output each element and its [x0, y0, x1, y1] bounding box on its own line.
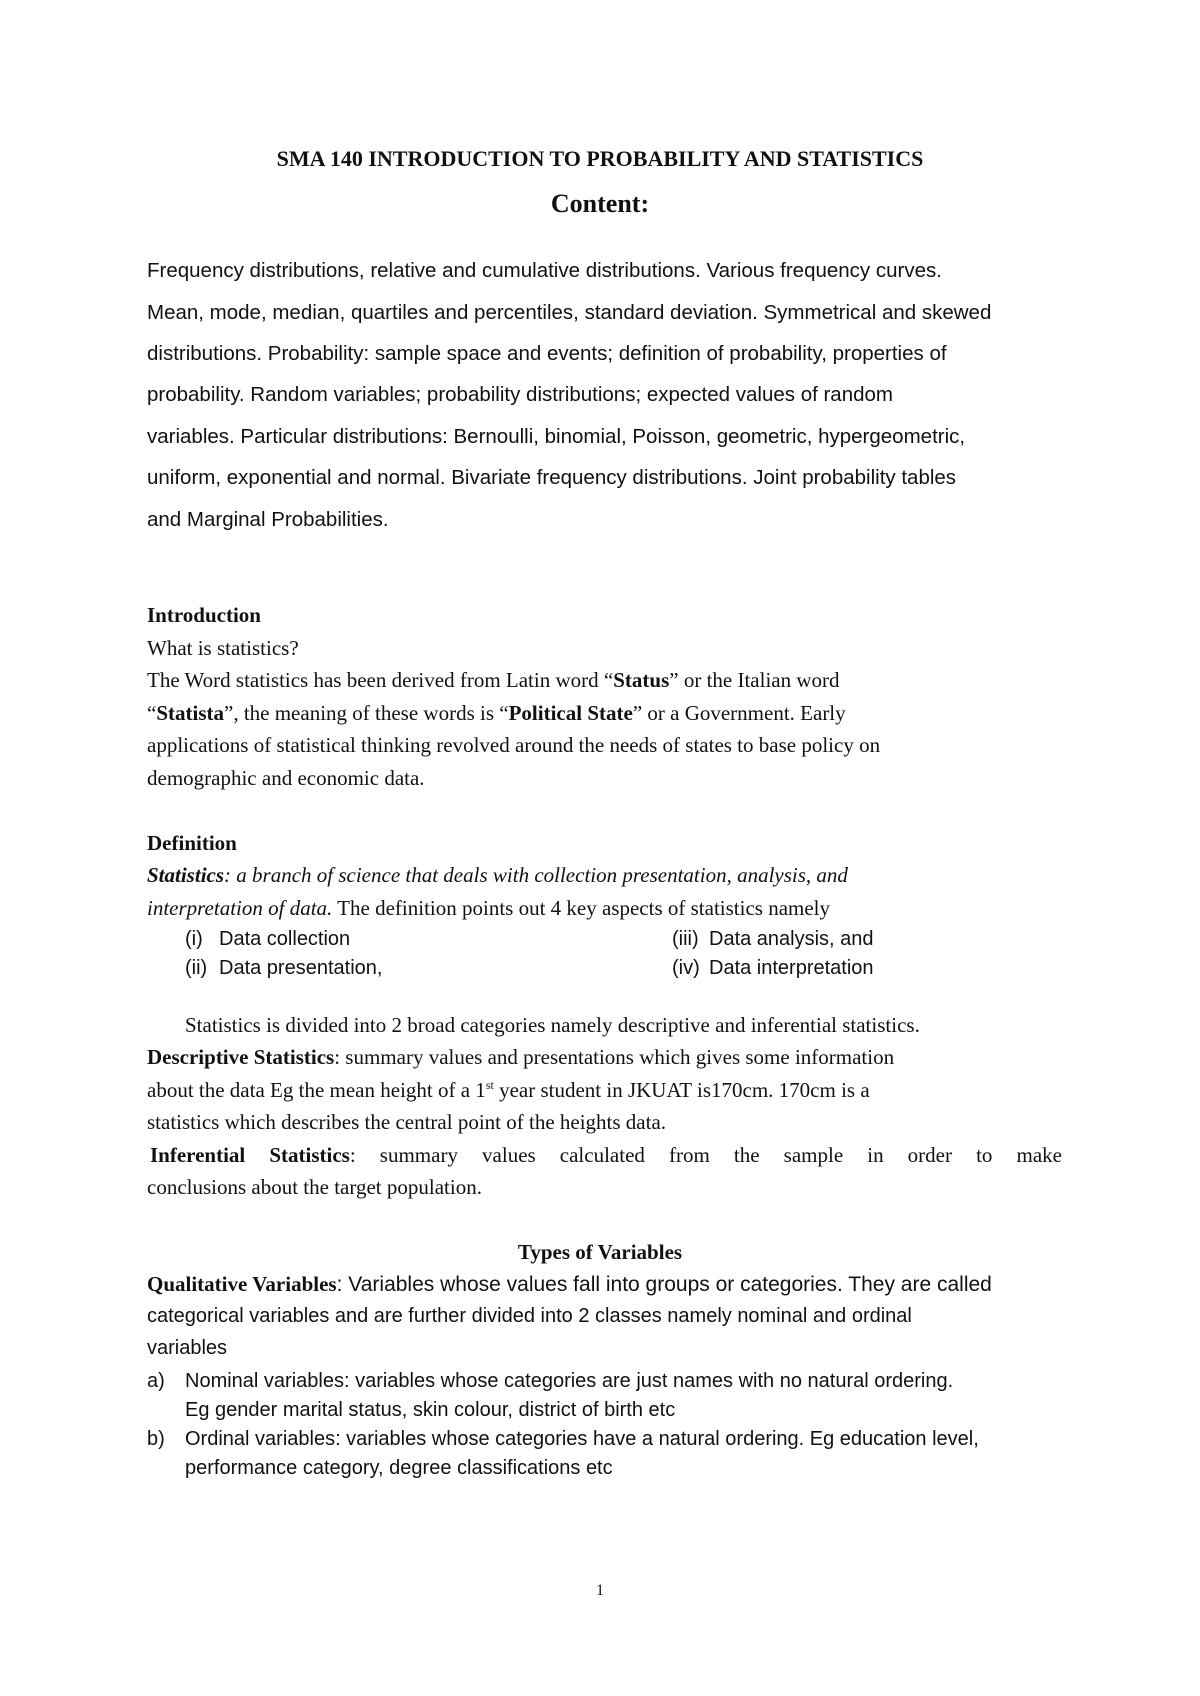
list-item: Ordinal variables: variables whose categories have a natural ordering. Eg education level,: [185, 1428, 979, 1450]
introduction-heading: Introduction: [147, 603, 261, 627]
content-line: and Marginal Probabilities.: [147, 508, 389, 531]
definition-line: Statistics: a branch of science that deals with collection presentation, analysis, and: [147, 863, 848, 887]
list-item-label: b): [147, 1428, 165, 1450]
content-heading: Content:: [550, 189, 650, 218]
aspect-label: (iv): [672, 957, 700, 979]
aspect-label: (ii): [185, 957, 208, 979]
introduction-line: applications of statistical thinking revolved around the needs of states to base policy on: [147, 733, 881, 757]
list-item-label: a): [147, 1370, 165, 1392]
types-heading: Types of Variables: [517, 1240, 683, 1264]
inferential-line: conclusions about the target population.: [147, 1175, 482, 1199]
definition-line: interpretation of data. The definition points out 4 key aspects of statistics namely: [147, 896, 831, 920]
aspect-label: (i): [185, 928, 203, 950]
list-item: Nominal variables: variables whose categories are just names with no natural ordering.: [185, 1370, 954, 1392]
list-item: performance category, degree classifications etc: [185, 1457, 613, 1479]
introduction-line: “Statista”, the meaning of these words is “Political State” or a Government. Early: [147, 701, 846, 725]
content-line: variables. Particular distributions: Bernoulli, binomial, Poisson, geometric, hypergeometric,: [147, 425, 966, 448]
content-line: uniform, exponential and normal. Bivariate frequency distributions. Joint probability tables: [147, 466, 957, 489]
list-item: Eg gender marital status, skin colour, district of birth etc: [185, 1399, 676, 1421]
descriptive-line: Descriptive Statistics: summary values and presentations which gives some information: [147, 1045, 895, 1069]
aspect-text: Data analysis, and: [709, 928, 874, 950]
descriptive-line: about the data Eg the mean height of a 1st year student in JKUAT is170cm. 170cm is a: [147, 1078, 870, 1102]
page-number: 1: [596, 1582, 604, 1599]
categories-intro: Statistics is divided into 2 broad categories namely descriptive and inferential statistics.: [185, 1013, 920, 1037]
course-title: SMA 140 INTRODUCTION TO PROBABILITY AND STATISTICS: [276, 146, 924, 171]
content-line: Mean, mode, median, quartiles and percentiles, standard deviation. Symmetrical and skewed: [147, 301, 992, 324]
inferential-line: Inferential Statistics: summary values calculated from the sample in order to make: [150, 1143, 1062, 1167]
content-line: probability. Random variables; probability distributions; expected values of random: [147, 383, 893, 406]
introduction-question: What is statistics?: [147, 636, 299, 660]
qualitative-line: Qualitative Variables: Variables whose values fall into groups or categories. They are called: [147, 1272, 992, 1296]
aspect-text: Data interpretation: [709, 957, 874, 979]
introduction-line: demographic and economic data.: [147, 766, 425, 790]
qualitative-line: variables: [147, 1337, 228, 1359]
content-line: Frequency distributions, relative and cumulative distributions. Various frequency curves.: [147, 259, 942, 282]
introduction-line: The Word statistics has been derived from Latin word “Status” or the Italian word: [147, 668, 840, 692]
definition-heading: Definition: [147, 831, 237, 855]
aspect-text: Data presentation,: [219, 957, 383, 979]
aspect-text: Data collection: [219, 928, 351, 950]
content-line: distributions. Probability: sample space and events; definition of probability, properties of: [147, 342, 947, 365]
aspect-label: (iii): [672, 928, 699, 950]
qualitative-line: categorical variables and are further divided into 2 classes namely nominal and ordinal: [147, 1305, 912, 1327]
descriptive-line: statistics which describes the central point of the heights data.: [147, 1110, 667, 1134]
